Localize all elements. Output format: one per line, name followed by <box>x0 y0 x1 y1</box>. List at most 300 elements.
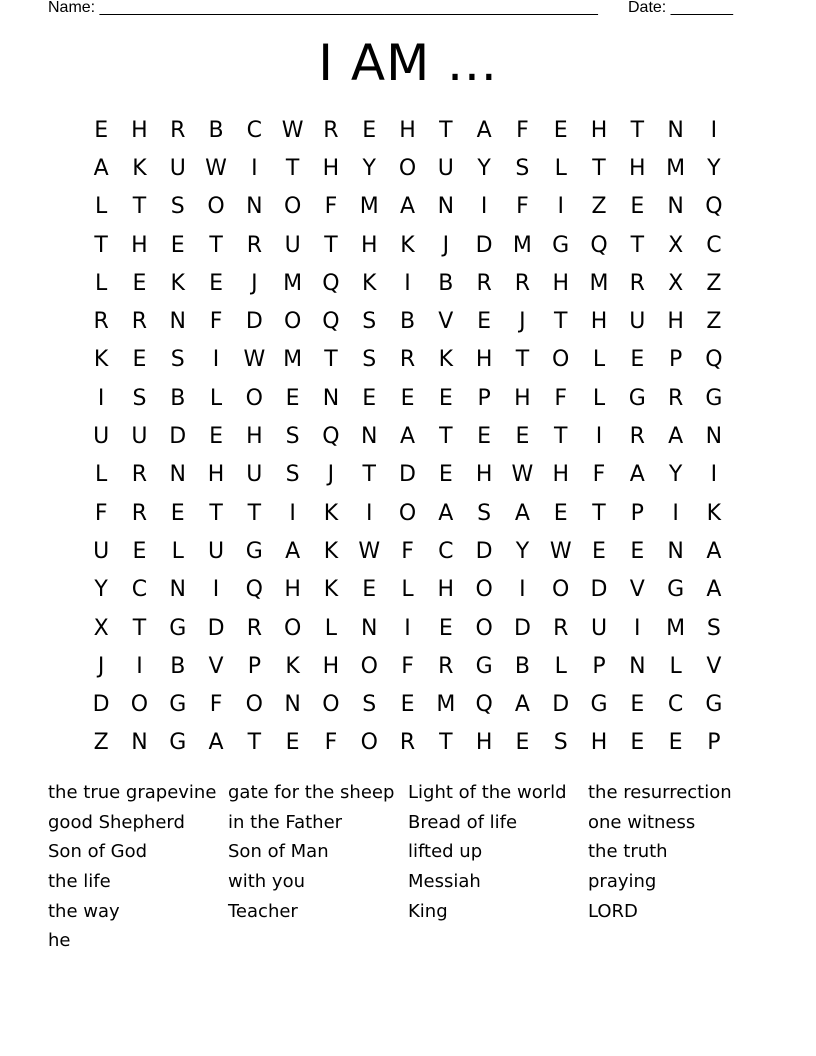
grid-letter: S <box>362 309 377 335</box>
grid-letter: R <box>93 309 109 335</box>
grid-letter: M <box>283 347 303 373</box>
grid-letter: I <box>519 577 526 603</box>
grid-letter: E <box>515 424 530 450</box>
word-list-item: Bread of life <box>408 811 518 833</box>
grid-letter: S <box>132 385 147 411</box>
grid-letter: M <box>512 232 532 258</box>
grid-letter: E <box>438 385 453 411</box>
grid-letter: I <box>289 500 296 526</box>
grid-letter: E <box>132 347 147 373</box>
grid-letter: F <box>209 692 223 718</box>
grid-letter: H <box>246 424 263 450</box>
grid-letter: T <box>553 424 568 450</box>
word-list-item: in the Father <box>228 811 343 833</box>
word-list <box>48 778 768 956</box>
grid-letter: F <box>516 194 529 220</box>
grid-letter: A <box>514 692 530 718</box>
grid-letter: E <box>477 424 492 450</box>
grid-letter: N <box>667 538 684 564</box>
grid-letter: E <box>630 347 645 373</box>
grid-letter: E <box>553 117 568 143</box>
grid-letter: P <box>247 653 261 679</box>
grid-letter: Z <box>591 194 607 220</box>
grid-letter: E <box>630 730 645 756</box>
grid-letter: D <box>245 309 263 335</box>
grid-letter: O <box>552 577 570 603</box>
grid-letter: A <box>476 117 492 143</box>
grid-letter: X <box>668 232 684 258</box>
grid-letter: I <box>212 577 220 603</box>
grid-letter: Y <box>668 462 683 488</box>
grid-letter: Q <box>590 232 608 258</box>
grid-letter: H <box>131 232 148 258</box>
grid-letter: T <box>592 500 606 526</box>
grid-letter: T <box>132 194 147 220</box>
grid-letter: U <box>207 538 225 564</box>
grid-letter: E <box>285 385 300 411</box>
grid-letter: L <box>324 615 338 641</box>
grid-letter: E <box>400 385 415 411</box>
grid-letter: L <box>554 653 567 679</box>
grid-letter: M <box>436 692 456 718</box>
date-field-label: Date: _______ <box>628 0 733 16</box>
grid-letter: H <box>360 232 378 258</box>
grid-letter: K <box>400 232 415 258</box>
grid-letter: K <box>323 538 339 564</box>
grid-letter: O <box>322 692 340 718</box>
grid-letter: I <box>212 347 220 373</box>
grid-letter: R <box>131 309 148 335</box>
grid-letter: R <box>131 462 148 488</box>
grid-letter: T <box>439 730 453 756</box>
grid-letter: O <box>245 385 263 411</box>
grid-letter: I <box>710 462 718 488</box>
grid-letter: K <box>323 500 339 526</box>
grid-letter: J <box>327 462 335 488</box>
word-list-item: the truth <box>588 841 668 863</box>
grid-letter: Q <box>245 577 263 603</box>
grid-letter: R <box>667 385 684 411</box>
grid-letter: T <box>592 155 606 181</box>
grid-letter: C <box>438 538 454 564</box>
grid-letter: L <box>592 385 606 411</box>
grid-letter: E <box>592 538 606 564</box>
grid-letter: K <box>323 577 339 603</box>
grid-letter: E <box>94 117 109 143</box>
grid-letter: O <box>130 692 149 718</box>
grid-letter: S <box>362 347 377 373</box>
grid-letter: T <box>247 730 262 756</box>
grid-letter: Y <box>362 155 376 181</box>
grid-letter: P <box>668 347 683 373</box>
grid-letter: O <box>207 194 225 220</box>
grid-letter: F <box>324 730 338 756</box>
grid-letter: G <box>590 692 608 718</box>
grid-letter: A <box>93 155 109 181</box>
grid-letter: B <box>514 653 530 679</box>
grid-letter: B <box>438 270 454 296</box>
grid-letter: N <box>667 194 684 220</box>
grid-letter: B <box>170 385 186 411</box>
grid-letter: T <box>285 155 300 181</box>
grid-letter: Y <box>707 155 721 181</box>
grid-letter: T <box>553 309 568 335</box>
grid-letter: H <box>437 577 455 603</box>
grid-letter: V <box>706 653 722 679</box>
grid-letter: P <box>592 653 606 679</box>
grid-letter: E <box>630 538 645 564</box>
grid-letter: N <box>629 653 646 679</box>
grid-letter: L <box>209 385 223 411</box>
grid-letter: I <box>710 117 718 143</box>
word-list-item: he <box>48 930 71 952</box>
grid-letter: I <box>672 500 679 526</box>
word-list-item: praying <box>588 871 657 893</box>
grid-letter: U <box>246 462 263 488</box>
grid-letter: E <box>438 462 453 488</box>
grid-letter: D <box>590 577 608 603</box>
grid-letter: S <box>553 730 568 756</box>
grid-letter: D <box>207 615 225 641</box>
grid-letter: U <box>284 232 301 258</box>
grid-letter: T <box>324 347 338 373</box>
grid-letter: E <box>553 500 568 526</box>
grid-letter: E <box>362 577 377 603</box>
grid-letter: V <box>438 309 454 335</box>
grid-letter: S <box>285 462 300 488</box>
grid-letter: R <box>323 117 339 143</box>
grid-letter: S <box>170 347 185 373</box>
grid-letter: X <box>668 270 684 296</box>
grid-letter: P <box>630 500 644 526</box>
grid-letter: N <box>284 692 301 718</box>
grid-letter: H <box>322 653 340 679</box>
word-list-item: good Shepherd <box>48 811 185 833</box>
grid-letter: S <box>362 692 377 718</box>
grid-letter: U <box>590 615 608 641</box>
grid-letter: H <box>475 347 493 373</box>
grid-letter: H <box>284 577 301 603</box>
grid-letter: T <box>439 117 453 143</box>
grid-letter: P <box>707 730 721 756</box>
grid-letter: S <box>477 500 492 526</box>
grid-letter: L <box>592 347 606 373</box>
grid-letter: Y <box>94 577 108 603</box>
grid-letter: O <box>245 692 263 718</box>
grid-letter: C <box>131 577 148 603</box>
grid-letter: I <box>480 194 488 220</box>
grid-letter: R <box>629 424 645 450</box>
grid-letter: D <box>92 692 110 718</box>
grid-letter: A <box>285 538 301 564</box>
grid-letter: N <box>437 194 455 220</box>
grid-letter: M <box>666 155 686 181</box>
grid-letter: M <box>359 194 379 220</box>
word-list-item: LORD <box>588 900 638 922</box>
grid-letter: R <box>246 615 262 641</box>
grid-letter: H <box>322 155 340 181</box>
grid-letter: D <box>475 538 493 564</box>
grid-letter: M <box>666 615 686 641</box>
word-list-item: the true grapevine <box>48 782 217 803</box>
word-list-item: Son of Man <box>228 841 329 863</box>
grid-letter: B <box>208 117 224 143</box>
grid-letter: F <box>401 653 414 679</box>
word-list-item: Son of God <box>48 841 148 863</box>
grid-letter: K <box>132 155 147 181</box>
grid-letter: K <box>362 270 377 296</box>
grid-letter: G <box>245 538 263 564</box>
grid-letter: A <box>438 500 454 526</box>
grid-letter: Y <box>515 538 530 564</box>
grid-letter: F <box>324 194 338 220</box>
grid-letter: Z <box>93 730 109 756</box>
grid-letter: E <box>668 730 683 756</box>
grid-letter: T <box>209 232 223 258</box>
grid-letter: V <box>208 653 224 679</box>
grid-letter: K <box>170 270 185 296</box>
grid-letter: H <box>590 117 608 143</box>
grid-letter: H <box>475 462 493 488</box>
grid-letter: L <box>95 194 108 220</box>
grid-letter: L <box>401 577 414 603</box>
grid-letter: L <box>95 462 108 488</box>
grid-letter: E <box>170 232 185 258</box>
grid-letter: E <box>630 194 645 220</box>
grid-letter: T <box>132 615 147 641</box>
grid-letter: I <box>404 615 411 641</box>
grid-letter: D <box>552 692 570 718</box>
grid-letter: I <box>557 194 564 220</box>
page-title: I AM ... <box>318 34 498 92</box>
grid-letter: O <box>552 347 570 373</box>
grid-letter: B <box>170 653 186 679</box>
grid-letter: H <box>552 462 569 488</box>
grid-letter: R <box>438 653 454 679</box>
grid-letter: R <box>476 270 492 296</box>
grid-letter: N <box>169 309 186 335</box>
grid-letter: J <box>97 653 105 679</box>
grid-letter: S <box>706 615 721 641</box>
grid-letter: A <box>629 462 645 488</box>
grid-letter: H <box>207 462 225 488</box>
grid-letter: P <box>477 385 491 411</box>
word-list-item: lifted up <box>408 841 483 863</box>
grid-letter: R <box>514 270 531 296</box>
grid-letter: Q <box>705 347 723 373</box>
grid-letter: R <box>629 270 645 296</box>
grid-letter: E <box>477 309 492 335</box>
grid-letter: T <box>630 117 645 143</box>
grid-letter: E <box>438 615 453 641</box>
grid-letter: G <box>169 730 187 756</box>
grid-letter: O <box>475 577 493 603</box>
grid-letter: E <box>132 270 147 296</box>
grid-letter: N <box>667 117 684 143</box>
grid-letter: U <box>629 309 646 335</box>
grid-letter: O <box>398 155 417 181</box>
grid-letter: A <box>668 424 684 450</box>
grid-letter: O <box>360 653 378 679</box>
grid-letter: I <box>365 500 373 526</box>
grid-letter: E <box>630 692 645 718</box>
grid-letter: F <box>516 117 529 143</box>
grid-letter: U <box>93 424 110 450</box>
grid-letter: C <box>706 232 722 258</box>
grid-letter: K <box>438 347 454 373</box>
grid-letter: S <box>170 194 185 220</box>
grid-letter: R <box>399 730 416 756</box>
grid-letter: A <box>514 500 530 526</box>
grid-letter: H <box>131 117 148 143</box>
grid-letter: W <box>549 538 572 564</box>
grid-letter: H <box>552 270 569 296</box>
grid-letter: R <box>246 232 262 258</box>
grid-letter: T <box>515 347 530 373</box>
grid-letter: A <box>399 424 416 450</box>
grid-letter: G <box>552 232 570 258</box>
grid-letter: E <box>170 500 185 526</box>
grid-letter: N <box>169 577 186 603</box>
grid-letter: G <box>628 385 646 411</box>
grid-letter: N <box>360 424 378 450</box>
header-row <box>48 0 748 18</box>
grid-letter: N <box>246 194 263 220</box>
grid-letter: M <box>589 270 609 296</box>
grid-letter: I <box>595 424 603 450</box>
grid-letter: C <box>667 692 684 718</box>
grid-letter: E <box>285 730 300 756</box>
grid-letter: V <box>629 577 645 603</box>
word-list-item: King <box>408 900 448 922</box>
grid-letter: G <box>475 653 493 679</box>
grid-letter: H <box>590 309 608 335</box>
grid-letter: W <box>243 347 266 373</box>
grid-letter: I <box>404 270 411 296</box>
grid-letter: G <box>705 385 723 411</box>
grid-letter: J <box>442 232 450 258</box>
grid-letter: K <box>706 500 722 526</box>
grid-letter: T <box>94 232 108 258</box>
grid-letter: O <box>283 194 302 220</box>
grid-letter: J <box>519 309 526 335</box>
grid-letter: E <box>209 270 223 296</box>
grid-letter: U <box>93 538 110 564</box>
grid-letter: K <box>285 653 300 679</box>
grid-letter: O <box>475 615 493 641</box>
grid-letter: E <box>515 730 530 756</box>
grid-letter: N <box>322 385 340 411</box>
grid-letter: F <box>592 462 606 488</box>
name-field-label: Name: ________________________________________________________ <box>48 0 598 16</box>
grid-letter: W <box>205 155 227 181</box>
word-list-item: the way <box>48 900 120 922</box>
grid-letter: E <box>362 117 377 143</box>
grid-letter: Q <box>705 194 723 220</box>
word-list-item: with you <box>228 871 305 893</box>
grid-letter: H <box>475 730 493 756</box>
grid-letter: F <box>401 538 414 564</box>
grid-letter: E <box>400 692 415 718</box>
grid-letter: G <box>169 615 187 641</box>
grid-letter: Q <box>322 309 340 335</box>
letter-grid <box>82 111 733 762</box>
grid-letter: G <box>667 577 685 603</box>
grid-letter: W <box>358 538 381 564</box>
grid-letter: E <box>362 385 377 411</box>
grid-letter: R <box>170 117 186 143</box>
grid-letter: D <box>169 424 187 450</box>
grid-letter: A <box>399 194 416 220</box>
grid-letter: U <box>437 155 454 181</box>
grid-letter: T <box>439 424 453 450</box>
grid-letter: R <box>131 500 148 526</box>
grid-letter: A <box>706 538 722 564</box>
grid-letter: Q <box>322 424 340 450</box>
grid-letter: I <box>97 385 105 411</box>
grid-letter: R <box>553 615 569 641</box>
grid-letter: U <box>131 424 148 450</box>
grid-letter: S <box>515 155 530 181</box>
grid-letter: H <box>590 730 608 756</box>
grid-letter: H <box>514 385 531 411</box>
grid-letter: N <box>705 424 723 450</box>
grid-letter: M <box>283 270 303 296</box>
grid-letter: R <box>399 347 416 373</box>
grid-letter: O <box>283 615 302 641</box>
word-list-item: Light of the world <box>408 782 567 803</box>
grid-letter: D <box>513 615 531 641</box>
grid-letter: Q <box>475 692 493 718</box>
grid-letter: Q <box>322 270 340 296</box>
grid-letter: Z <box>706 270 722 296</box>
grid-letter: G <box>169 692 187 718</box>
grid-letter: O <box>283 309 302 335</box>
grid-letter: O <box>360 730 378 756</box>
grid-letter: L <box>95 270 108 296</box>
grid-letter: E <box>209 424 223 450</box>
grid-letter: T <box>209 500 223 526</box>
grid-letter: I <box>251 155 258 181</box>
grid-letter: H <box>667 309 684 335</box>
grid-letter: T <box>247 500 262 526</box>
word-list-item: the life <box>48 871 111 893</box>
grid-letter: T <box>630 232 645 258</box>
grid-letter: I <box>136 653 143 679</box>
grid-letter: T <box>362 462 376 488</box>
grid-letter: W <box>511 462 534 488</box>
grid-letter: N <box>131 730 148 756</box>
grid-letter: K <box>93 347 109 373</box>
grid-letter: D <box>399 462 416 488</box>
grid-letter: L <box>669 653 682 679</box>
word-list-item: the resurrection <box>588 782 732 803</box>
grid-letter: L <box>171 538 184 564</box>
word-list-item: Messiah <box>408 871 481 893</box>
grid-letter: U <box>169 155 186 181</box>
grid-letter: O <box>398 500 417 526</box>
grid-letter: I <box>634 615 641 641</box>
grid-letter: Y <box>477 155 491 181</box>
grid-letter: F <box>554 385 568 411</box>
grid-letter: B <box>399 309 416 335</box>
grid-letter: X <box>93 615 109 641</box>
word-list-item: gate for the sheep <box>228 782 395 803</box>
grid-letter: A <box>208 730 224 756</box>
word-list-item: Teacher <box>228 900 298 922</box>
grid-letter: G <box>705 692 723 718</box>
grid-letter: T <box>324 232 338 258</box>
